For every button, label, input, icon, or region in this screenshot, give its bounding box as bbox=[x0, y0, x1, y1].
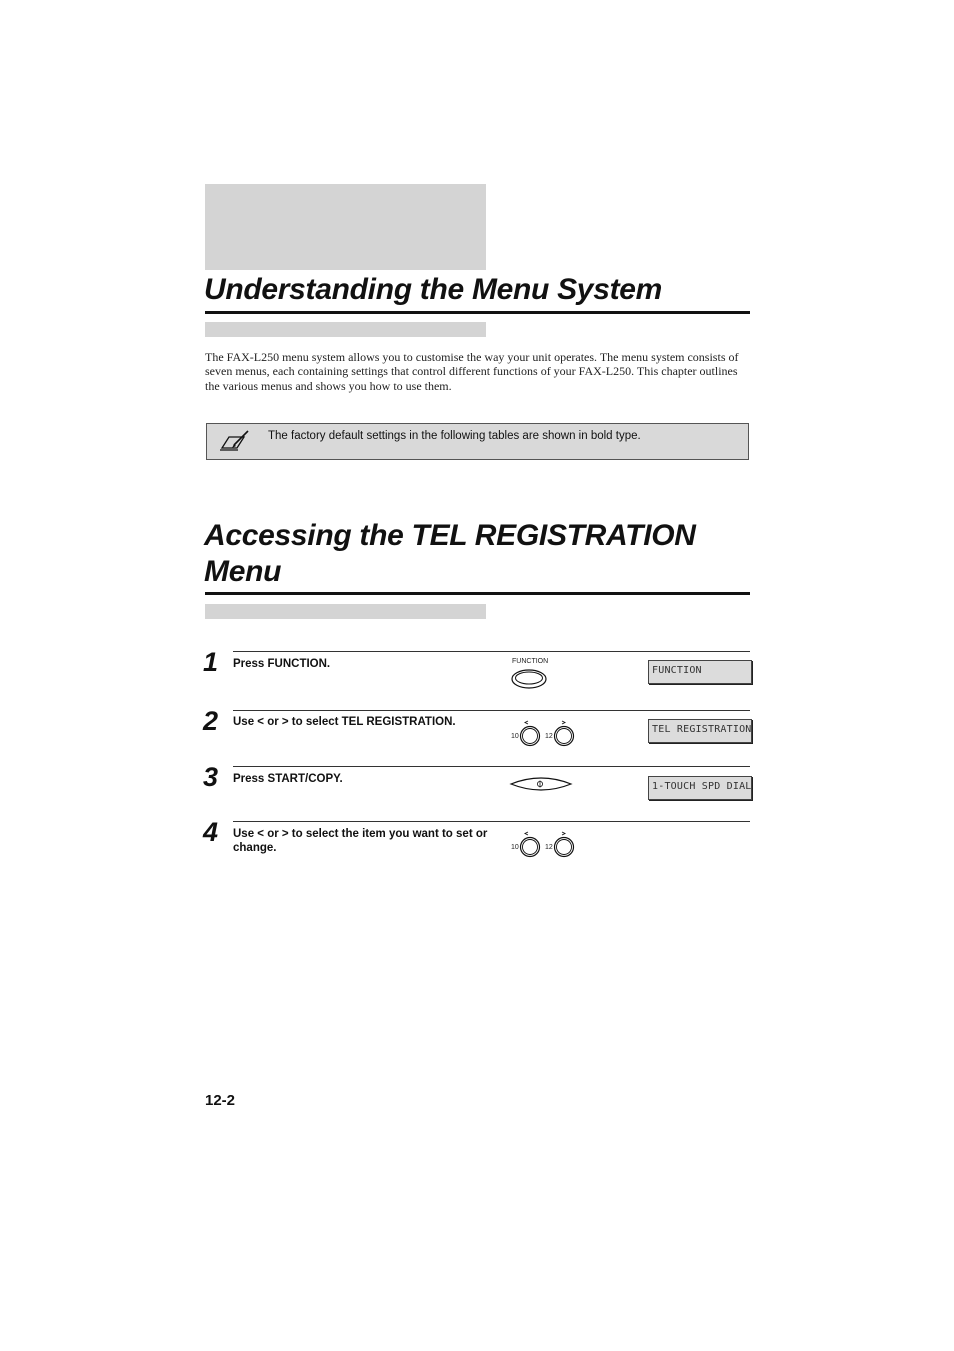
section-title-rule bbox=[205, 311, 750, 314]
function-key-icon bbox=[510, 668, 548, 690]
section-title-tel-registration: Accessing the TEL REGISTRATION Menu bbox=[204, 519, 696, 588]
step-instruction: Press START/COPY. bbox=[233, 773, 343, 785]
function-key-label: FUNCTION bbox=[512, 658, 549, 665]
section-grey-bar bbox=[205, 604, 486, 619]
step-divider bbox=[233, 821, 750, 822]
chapter-tab-block bbox=[205, 184, 486, 270]
key-number-left: 10 bbox=[511, 844, 519, 851]
step-number: 3 bbox=[203, 762, 219, 792]
step-number: 1 bbox=[203, 647, 219, 677]
lcd-display: 1-TOUCH SPD DIAL bbox=[648, 776, 752, 800]
lcd-display: FUNCTION bbox=[648, 660, 752, 684]
step-divider bbox=[233, 766, 750, 767]
section-title-rule bbox=[205, 592, 750, 595]
key-number-left: 10 bbox=[511, 733, 519, 740]
step-instruction: Press FUNCTION. bbox=[233, 658, 331, 670]
start-copy-key-icon bbox=[508, 774, 574, 794]
step-divider bbox=[233, 651, 750, 652]
section-grey-bar bbox=[205, 322, 486, 337]
note-pencil-icon bbox=[218, 428, 252, 454]
arrow-keys-icon bbox=[508, 827, 580, 859]
arrow-keys-icon bbox=[508, 716, 580, 748]
step-number: 4 bbox=[203, 817, 219, 847]
lcd-display: TEL REGISTRATION bbox=[648, 719, 752, 743]
key-number-right: 12 bbox=[545, 733, 553, 740]
intro-paragraph: The FAX-L250 menu system allows you to customise the way your unit operates. The menu system consists of seven menus, each containing settings that control different functions of your FAX-L250. This chapter outlines the various menus and shows you how to use them. bbox=[205, 350, 739, 393]
step-divider bbox=[233, 710, 750, 711]
key-number-right: 12 bbox=[545, 844, 553, 851]
step-number: 2 bbox=[203, 706, 219, 736]
page-number: 12-2 bbox=[205, 1092, 236, 1109]
note-text: The factory default settings in the following tables are shown in bold type. bbox=[268, 430, 641, 442]
step-instruction: Use < or > to select TEL REGISTRATION. bbox=[233, 716, 456, 728]
step-instruction: Use < or > to select the item you want to set or change. bbox=[233, 828, 488, 854]
section-title-menu-system: Understanding the Menu System bbox=[204, 273, 663, 306]
